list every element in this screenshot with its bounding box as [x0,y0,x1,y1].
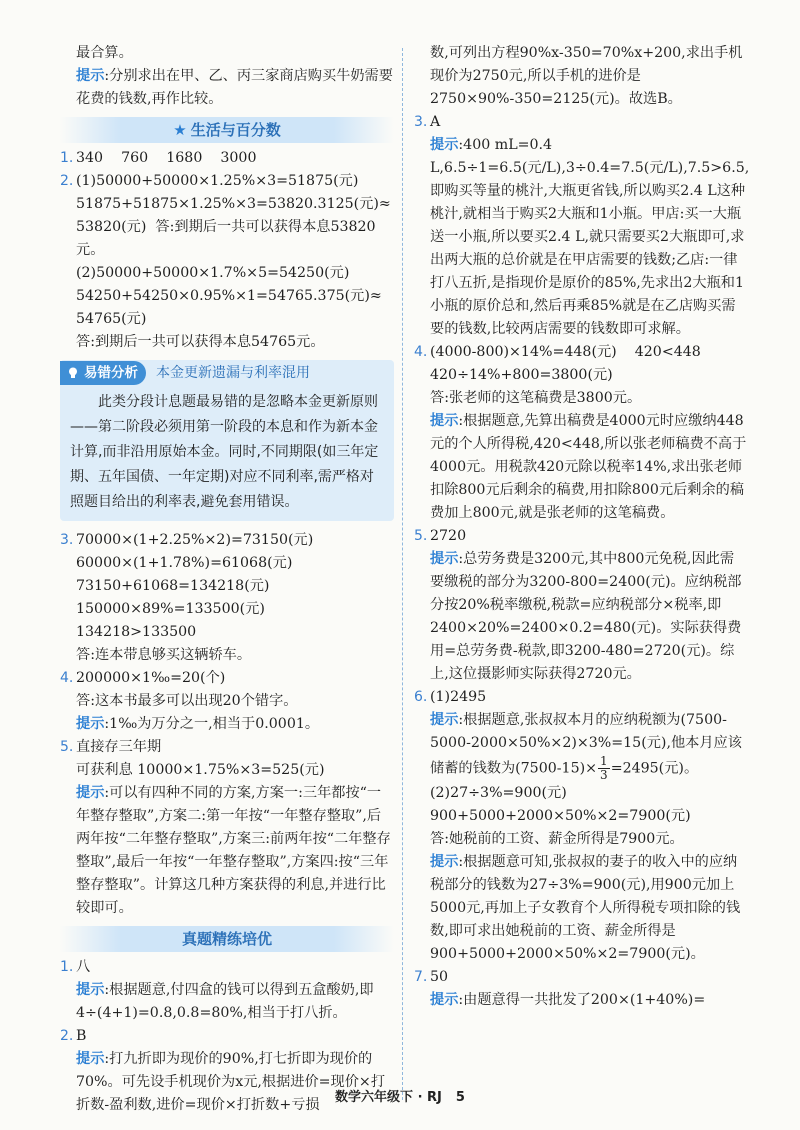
answer-text: 340 760 1680 3000 [76,150,257,166]
hint-paragraph [414,851,748,966]
question-number: 3. [60,532,74,548]
answer-lines [76,529,394,667]
section-heading [60,117,394,143]
hint-text: :总劳务费是3200元,其中800元免税,因此需要缴税的部分为3200-800=2400(元)。应纳税部分按20%税率缴税,税款=应纳税部分×税率,即2400×20%=2400×0.2=480(元)。实际获得费用=总劳务费-税款,即3200-480=2720(元)。综上,这位摄影师实际获得2720元。 [430,551,742,682]
left-column [60,42,394,1117]
hint-paragraph [60,979,394,1025]
hint-text: :打九折即为现价的90%,打七折即为现价的70%。可先设手机现价为x元,根据进价=现价×打折数-盈利数,进价=现价×打折数+亏损 [76,1051,386,1113]
answer-lines [430,341,748,410]
hint-text: :由题意得一共批发了200×(1+40%)= [458,992,706,1008]
question-4 [60,667,394,713]
hint-text: :根据题意可知,张叔叔的妻子的收入中的应纳税部分的钱数为27÷3%=900(元),用900元加上5000元,再加上子女教育个人所得税专项扣除的钱数,即可求出她税前的工资、薪金所得是900+5000+2000×50%×2=7900(元)。 [430,854,741,962]
answer-text: (1)2495 [430,689,487,705]
tag-label: 易错分析 [84,365,138,381]
answer-lines [76,170,394,354]
hint-label: 提示 [76,785,105,801]
answer-line: 51875+51875×1.25%×3=53820.3125(元)≈ [76,196,391,212]
question-number: 5. [60,739,74,755]
hint-label: 提示 [430,712,459,728]
answer-line: 200000×1‰=20(个) [76,670,226,686]
answer-text: A [430,114,441,130]
hint-label: 提示 [430,992,459,1008]
answer-text: 2720 [430,528,467,544]
box-header [60,360,394,386]
answer-line: (2)50000+50000×1.7%×5=54250(元) [76,265,350,281]
question-6 [414,686,748,709]
hint-text: :根据题意,先算出稿费是4000元时应缴纳448元的个人所得税,420<448,所以张老师稿费不高于4000元。用税款420元除以税率14%,求出张老师扣除800元后剩余的稿费,用扣除800元后剩余的稿费加上800元,就是张老师的这笔稿费。 [430,413,747,521]
answer-line: 答:连本带息够买这辆轿车。 [76,647,252,663]
answer-line: 答:这本书最多可以出现20个错字。 [76,693,298,709]
answer-lines [76,667,394,713]
lightbulb-icon [66,366,80,380]
star-icon: ★ [173,121,187,139]
hint-text: :根据题意,张叔叔本月的应纳税额为(7500-5000-2000×50%×2)×3%=15(元),他本月应该储蓄的钱数为(7500-15)× [430,712,742,777]
question-5 [60,736,394,782]
hint-paragraph [414,989,748,1012]
answer-line: 420÷14%+800=3800(元) [430,367,613,383]
hint-paragraph [60,782,394,920]
section-title: 真题精练培优 [181,930,272,948]
question-number: 1. [60,150,74,166]
error-analysis-tag [60,361,146,385]
answer-line: 900+5000+2000×50%×2=7900(元) [430,808,691,824]
answer-line: 答:她税前的工资、薪金所得是7900元。 [430,831,684,847]
question-number: 5. [414,528,428,544]
question-number: 4. [414,344,428,360]
hint-label: 提示 [430,551,459,567]
hint-paragraph [60,1048,394,1117]
answer-line: 53820(元) 答:到期后一共可以获得本息53820元。 [76,219,376,258]
hint-paragraph [414,410,748,525]
question-number: 6. [414,689,428,705]
answer-line: 直接存三年期 [76,739,162,755]
hint-paragraph [60,65,394,111]
hint-paragraph [414,548,748,686]
hint-text: :根据题意,付四盒的钱可以得到五盒酸奶,即4÷(4+1)=0.8,0.8=80%,相当于打八折。 [76,982,374,1021]
answer-line: 答:张老师的这笔稿费是3800元。 [430,390,642,406]
answer-line: 54250+54250×0.95%×1=54765.375(元)≈ [76,288,382,304]
answer-line: (4000-800)×14%=448(元) 420<448 [430,344,701,360]
answer-line: 答:到期后一共可以获得本息54765元。 [76,334,325,350]
footer-label: 数学六年级下 · RJ [335,1090,442,1105]
practice-1 [60,956,394,979]
question-2 [60,170,394,354]
question-number: 1. [60,959,74,975]
answer-line: 73150+61068=134218(元) [76,578,270,594]
fraction-denominator: 3 [600,768,608,782]
box-text: 此类分段计息题最易错的是忽略本金更新原则——第二阶段必须用第一阶段的本息和作为新本金计算,而非沿用原始本金。同时,不同期限(如三年定期、五年国债、一年定期)对应不同利率,需严格对照题目给出的利率表,避免套用错误。 [70,394,379,510]
hint-label: 提示 [76,1051,105,1067]
question-7 [414,966,748,989]
hint-label: 提示 [430,137,459,153]
answer-line: 70000×(1+2.25%×2)=73150(元) [76,532,314,548]
answer-line: 60000×(1+1.78%)=61068(元) [76,555,293,571]
fraction-numerator: 1 [600,754,608,768]
question-5 [414,525,748,548]
answer-lines [76,736,394,782]
question-number: 2. [60,1028,74,1044]
question-number: 3. [414,114,428,130]
question-1 [60,147,394,170]
hint-paragraph [60,713,394,736]
box-title: 本金更新遗漏与利率混用 [156,364,310,381]
hint-label: 提示 [76,68,105,84]
answer-text: B [76,1028,87,1044]
question-3 [414,111,748,134]
practice-2 [60,1025,394,1048]
text-line: 最合算。 [76,45,133,61]
error-analysis-box [60,360,394,521]
answer-text: 50 [430,969,449,985]
question-number: 2. [60,173,74,189]
hint-label: 提示 [76,982,105,998]
section-heading [60,926,394,952]
answer-line: 54765(元) [76,311,147,327]
answer-text: 八 [76,959,91,975]
fraction [598,755,610,782]
answer-lines [414,782,748,851]
answer-line: (2)27÷3%=900(元) [430,785,567,801]
hint-text: :分别求出在甲、乙、丙三家商店购买牛奶需要花费的钱数,再作比较。 [76,68,393,107]
hint-text: :可以有四种不同的方案,方案一:三年都按“一年整存整取”,方案二:第一年按“一年整存整取”,后两年按“二年整存整取”,方案三:前两年按“二年整存整取”,最后一年按“一年整存整取”,方案四:按“三年整存整取”。计算这几种方案获得的利息,并进行比较即可。 [76,785,391,916]
column-divider [402,48,403,1100]
section-title: 生活与百分数 [190,121,281,139]
hint-label: 提示 [76,716,105,732]
right-column [414,42,748,1012]
question-4 [414,341,748,410]
answer-line: 可获利息 10000×1.75%×3=525(元) [76,762,325,778]
hint-text: :1‰为万分之一,相当于0.0001。 [104,716,320,732]
hint-text: =2495(元)。 [610,760,699,777]
hint-continuation: 数,可列出方程90%x-350=70%x+200,求出手机现价为2750元,所以手机的进价是2750×90%-350=2125(元)。故选B。 [430,45,743,107]
question-3 [60,529,394,667]
hint-text: :400 mL=0.4 L,6.5÷1=6.5(元/L),3÷0.4=7.5(元/L),7.5>6.5,即购买等量的桃汁,大瓶更省钱,所以购买2.4 L这种桃汁,就相当于购买2大瓶和1小瓶。甲店:买一大瓶送一小瓶,所以要买2.4 L,就只需要买2大瓶即可,求出两大瓶的总价就是在甲店需要的钱数;乙店:一律打八五折,是指现价是原价的85%,先求出2大瓶和1小瓶的原价总和,然后再乘85%就是在乙店购买需要的钱数,比较两店需要的钱数即可求解。 [430,137,750,337]
hint-label: 提示 [430,854,459,870]
question-number: 4. [60,670,74,686]
question-number: 7. [414,969,428,985]
answer-line: (1)50000+50000×1.25%×3=51875(元) [76,173,359,189]
hint-paragraph [414,134,748,341]
page-number: 5 [455,1090,465,1105]
answer-line: 150000×89%=133500(元) 134218>133500 [76,601,283,640]
hint-label: 提示 [430,413,459,429]
page-footer [0,1086,800,1105]
hint-paragraph [414,709,748,782]
